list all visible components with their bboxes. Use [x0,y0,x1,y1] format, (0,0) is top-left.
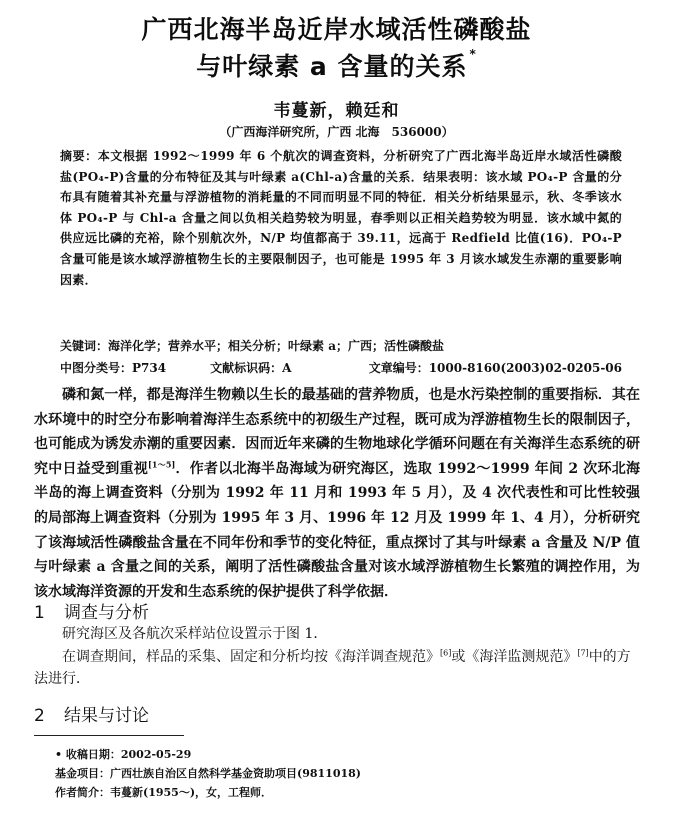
title-text-1: 广西北海半岛近岸水域活性磷酸盐 [141,15,532,44]
section-1-number: 1 [34,603,45,623]
section-2-title: 结果与讨论 [64,706,149,726]
keywords [60,337,622,354]
footnote-divider [34,735,184,736]
s1p2-a: 在调查期间，样品的采集、固定和分析均按《海洋调查规范》 [62,648,440,665]
s1p2-c: 中的方法进行． [34,648,631,687]
section-2-number: 2 [34,706,45,726]
title-footnote-marker: * [469,47,477,61]
article-number: 文章编号：1000-8160(2003)02-0205-06 [368,361,622,375]
classification-line [60,359,622,376]
keywords-label: 关键词： [60,339,109,353]
section-1-para-1: 研究海区及各航次采样站位设置示于图 1． [62,626,328,642]
s1p2-ref-2: [7] [577,647,589,657]
authors: 韦蔓新，赖廷和 [273,101,400,121]
keywords-text: 海洋化学；营养水平；相关分析；叶绿素 a；广西；活性磷酸盐 [108,339,444,353]
s1p2-ref-1: [6] [440,647,452,657]
section-1-para-2 [34,646,640,691]
footnote-received: • 收稿日期：2002-05-29 [55,748,192,761]
section-1-heading [34,598,149,623]
footnote-fund: 基金项目：广西壮族自治区自然科学基金资助项目(9811018) [55,767,361,780]
abstract-text: 本文根据 1992～1999 年 6 个航次的调查资料，分析研究了广西北海半岛近岸水域活性磷酸盐(PO₄-P)含量的分布特征及其与叶绿素 a(Chl-a)含量的关系．结果表明：该水域 PO₄-P 含量的分布具有随着其补充量与浮游植物的消耗量的不同而明显不同的特征．相关分析结果显示，秋、冬季该水体 PO₄-P 与 Chl-a 含量之间以负相关趋势较为明显，春季则以正相关趋势较为明显．该水域中氮的供应远比磷的充裕，除个别航次外，N/P 均值都高于 39.11，远高于 Redfield 比值(16)．PO₄-P 含量可能是该水域浮游植物生长的主要限制因子，也可能是 1995 年 3 月该水域发生赤潮的重要影响因素． [60,149,622,287]
section-1-title: 调查与分析 [64,603,149,623]
title-text-2: 与叶绿素 a 含量的关系 [196,52,468,81]
intro-citation: [1～5] [148,459,176,470]
section-1-body [34,623,640,691]
introduction-paragraph [34,383,640,604]
intro-part-1: 磷和氮一样，都是海洋生物赖以生长的最基础的营养物质，也是水污染控制的重要指标．其在水环境中的时空分布影响着海洋生态系统中的初级生产过程，既可成为浮游植物生长的限制因子，也可能成为诱发赤潮的重要因素．因而近年来磷的生物地球化学循环问题在有关海洋生态系统的研究中日益受到重视 [34,387,640,477]
affiliation: （广西海洋研究所，广西 北海 536000） [219,125,454,139]
section-2-heading [34,701,149,726]
intro-part-2: ．作者以北海半岛海域为研究海区，选取 1992～1999 年间 2 次环北海半岛的海上调查资料（分别为 1992 年 11 月和 1993 年 5 月），及 4 次代表性和可比性较强的局部海上调查资料（分别为 1995 年 3 月、1996 年 12 月及 1999 年 1、4 月），分析研究了该海域活性磷酸盐含量在不同年份和季节的变化特征，重点探讨了其与叶绿素 a 含量及 N/P 值与叶绿素 a 含量之间的关系，阐明了活性磷酸盐含量对该水域浮游植物生长繁殖的调控作用，为该水域海洋资源的开发和生态系统的保护提供了科学依据． [34,460,641,600]
clc-number: 中图分类号：P734 [60,361,167,375]
footnotes [55,745,635,802]
abstract-label: 摘要： [60,149,98,163]
footnote-author-bio: 作者简介：韦蔓新(1955～)，女，工程师． [55,786,273,799]
paper-title-line-1 [0,10,673,46]
s1p2-b: 或《海洋监测规范》 [451,648,578,665]
document-code: 文献标识码：A [210,361,292,375]
paper-title-line-2 [0,47,673,83]
abstract [60,146,622,290]
